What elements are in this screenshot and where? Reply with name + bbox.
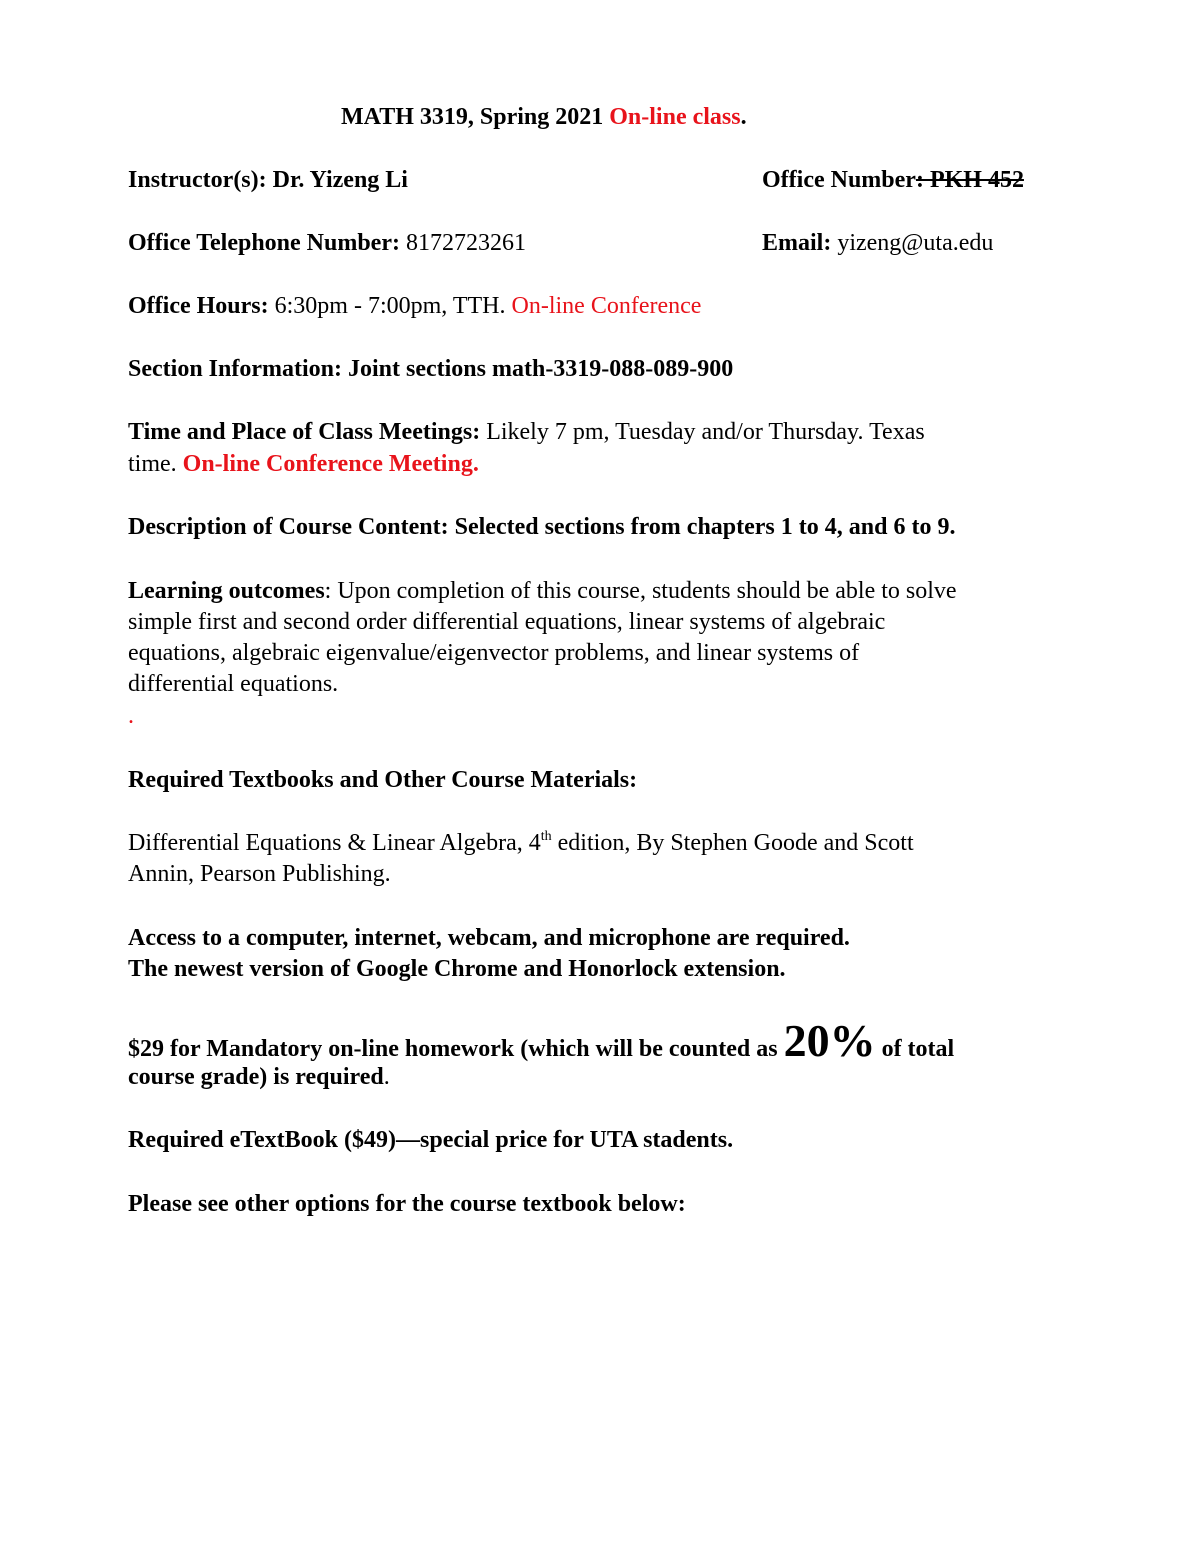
textbooks-heading: Required Textbooks and Other Course Materials:	[128, 767, 638, 793]
textbook-title: Differential Equations & Linear Algebra, 4	[128, 830, 541, 856]
textbook-line-2: Annin, Pearson Publishing.	[128, 861, 391, 887]
homework-text-1b: of total	[875, 1036, 955, 1062]
office-hours-online: On-line Conference	[511, 293, 702, 319]
telephone-label: Office Telephone Number:	[128, 230, 400, 256]
instructor-label: Instructor(s):	[128, 167, 267, 193]
title-text: MATH 3319, Spring 2021	[341, 104, 610, 130]
title-period: .	[740, 104, 747, 130]
homework-line-1	[128, 1015, 955, 1066]
telephone-line	[128, 227, 526, 259]
office-number-struck: : PKH 452	[915, 167, 1024, 193]
instructor-name: Dr. Yizeng Li	[266, 167, 408, 193]
office-number-label: Office Number	[762, 167, 916, 193]
outcomes-text-1: : Upon completion of this course, students should be able to solve	[324, 578, 957, 604]
meetings-text-1: Likely 7 pm, Tuesday and/or Thursday. Texas	[480, 419, 925, 445]
outcomes-line-3: equations, algebraic eigenvalue/eigenvector problems, and linear systems of	[128, 640, 860, 666]
office-hours-value: 6:30pm - 7:00pm, TTH.	[268, 293, 512, 319]
requirements-line-2: The newest version of Google Chrome and Honorlock extension.	[128, 956, 786, 982]
meetings-text-2: time.	[128, 451, 183, 477]
homework-text-1: $29 for Mandatory on-line homework (which will be counted as	[128, 1036, 784, 1062]
instructor-line	[128, 164, 408, 196]
options-line: Please see other options for the course textbook below:	[128, 1191, 686, 1217]
edition-superscript: th	[540, 829, 552, 844]
email-label: Email:	[762, 230, 832, 256]
meetings-line-1	[128, 416, 925, 448]
email-line	[762, 227, 993, 259]
telephone-value: 8172723261	[399, 230, 526, 256]
page-title	[341, 101, 747, 133]
email-value: yizeng@uta.edu	[831, 230, 994, 256]
homework-percent: 20%	[783, 1015, 876, 1066]
office-hours-line	[128, 290, 701, 322]
homework-text-2: course grade) is required	[128, 1064, 384, 1090]
office-number-line	[762, 164, 1024, 196]
outcomes-line-4: differential equations.	[128, 671, 339, 697]
outcomes-label: Learning outcomes	[128, 578, 325, 604]
outcomes-dot: .	[128, 703, 134, 729]
outcomes-line-1	[128, 575, 957, 607]
meetings-online: On-line Conference Meeting.	[182, 451, 479, 477]
textbook-line-1	[128, 827, 914, 859]
etextbook-line: Required eTextBook ($49)—special price for UTA stadents.	[128, 1127, 734, 1153]
description-line: Description of Course Content: Selected sections from chapters 1 to 4, and 6 to 9.	[128, 514, 956, 540]
meetings-line-2	[128, 448, 479, 480]
homework-period: .	[383, 1064, 390, 1090]
section-info-line: Section Information: Joint sections math-3319-088-089-900	[128, 356, 734, 382]
office-hours-label: Office Hours:	[128, 293, 269, 319]
meetings-label: Time and Place of Class Meetings:	[128, 419, 481, 445]
textbook-authors: edition, By Stephen Goode and Scott	[551, 830, 914, 856]
outcomes-line-2: simple first and second order differential equations, linear systems of algebraic	[128, 609, 886, 635]
homework-line-2	[128, 1061, 390, 1093]
requirements-line-1: Access to a computer, internet, webcam, and microphone are required.	[128, 925, 850, 951]
title-online-label: On-line class	[609, 104, 741, 130]
